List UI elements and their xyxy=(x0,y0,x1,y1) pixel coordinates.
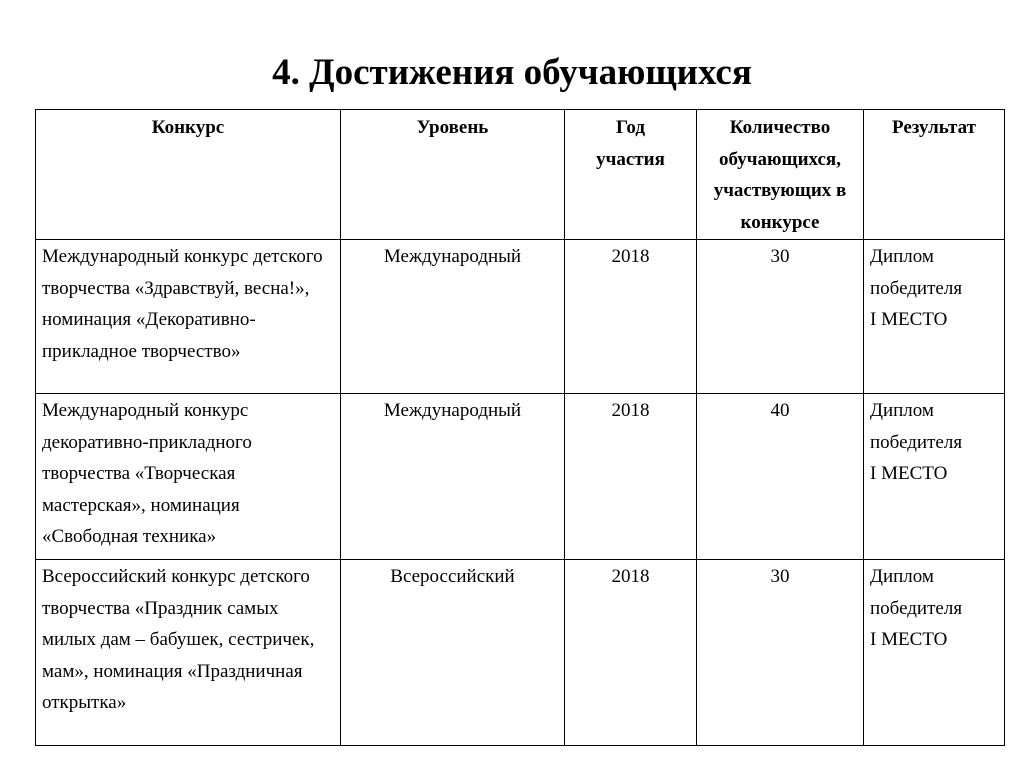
cell-contest: Международный конкурс детского творчества «Здравствуй, весна!», номинация «Декоративно-прикладное творчество» xyxy=(36,240,341,394)
result-place: I МЕСТО xyxy=(870,463,948,484)
table-row xyxy=(36,394,1005,560)
result-diploma: Диплом победителя xyxy=(870,246,963,299)
result-place: I МЕСТО xyxy=(870,629,948,650)
cell-year: 2018 xyxy=(565,240,697,394)
cell-year: 2018 xyxy=(565,394,697,560)
result-diploma: Диплом победителя xyxy=(870,566,963,619)
table-header-row xyxy=(36,110,1005,240)
cell-participants-count: 30 xyxy=(697,240,864,394)
cell-level: Международный xyxy=(341,240,565,394)
cell-result xyxy=(864,394,1005,560)
page-title: 4. Достижения обучающихся xyxy=(272,52,752,93)
cell-year: 2018 xyxy=(565,560,697,746)
header-contest: Конкурс xyxy=(36,110,341,240)
header-year: Год участия xyxy=(565,110,697,240)
result-diploma: Диплом победителя xyxy=(870,400,963,453)
header-level: Уровень xyxy=(341,110,565,240)
achievements-table xyxy=(35,109,1005,746)
cell-participants-count: 40 xyxy=(697,394,864,560)
table-row xyxy=(36,560,1005,746)
result-place: I МЕСТО xyxy=(870,309,948,330)
table-row xyxy=(36,240,1005,394)
cell-result xyxy=(864,240,1005,394)
cell-participants-count: 30 xyxy=(697,560,864,746)
header-participants-count: Количество обучающихся, участвующих в конкурсе xyxy=(697,110,864,240)
cell-contest: Международный конкурс декоративно-прикладного творчества «Творческая мастерская», номинация «Свободная техника» xyxy=(36,394,341,560)
header-result: Результат xyxy=(864,110,1005,240)
cell-level: Международный xyxy=(341,394,565,560)
cell-contest: Всероссийский конкурс детского творчества «Праздник самых милых дам – бабушек, сестричек, мам», номинация «Праздничная открытка» xyxy=(36,560,341,746)
cell-level: Всероссийский xyxy=(341,560,565,746)
cell-result xyxy=(864,560,1005,746)
